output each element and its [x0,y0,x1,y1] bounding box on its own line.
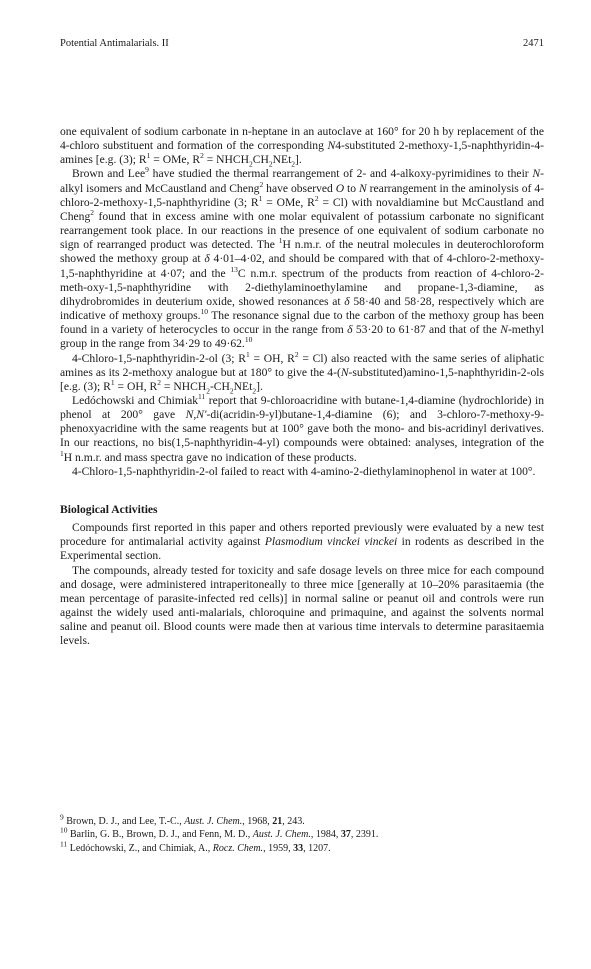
footnotes [60,812,544,855]
paragraph-rearrangement: Brown and Lee$^9$ have studied the thermal rearrangement of 2- and 4-alkoxy-pyrimidines to their N-alkyl isomers and McCaustland and Cheng$^2$ have observed O to N rearrangement in the aminolysis of 4-chloro-2-methoxy-1,5-naphthyridine (3; $R^1$ = OMe, $R^2 = Cl$) with novaldiamine but McCaustland and Cheng$^2$ found that in excess amine with one molar equivalent of potassium carbonate no significant rearrangement took place. In our reactions in the presence of one equivalent of sodium carbonate no sign of rearranged product was detected. The $^1$H n.m.r. of the neutral molecules in deuterochloroform showed the methoxy group at δ 4·01–4·02, and should be compared with that of 4-chloro-2-methoxy-1,5-naphthyridine at 4·07; and the $^{13}$C n.m.r. spectrum of the products from reaction of 4-chloro-2-meth-oxy-1,5-naphthyridine with 2-diethylaminoethylamine and propane-1,3-diamine, as dihydrobromides in deuterium oxide, showed resonances at δ 58·40 and 58·28, respectively which are indicative of methoxy groups.$^{10}$ The resonance signal due to the carbon of the methoxy group has been found in a variety of heterocycles to occur in the range from δ 53·20 to 61·87 and that of the N-methyl group in the range from 34·29 to 49·62.10 [60,165,545,351]
article-body [60,125,544,648]
paragraph-continuation: one equivalent of sodium carbonate in n-heptane in an autoclave at 160° for 20 h by replacement of the 4-chloro substituent and formation of the corresponding N4-substituted 2-methoxy-1,5-naphthyridin-4-amines [e.g. (3); $R^1$ = OMe, $R^2$ = $NHCH_2CH_2NEt_2$]. [60,125,544,169]
running-title: Potential Antimalarials. II [60,38,169,49]
section-heading: Biological Activities [60,502,158,516]
footnote-10: $^{10}$ Barlin, G. B., Brown, D. J., and Fenn, M. D., Aust. J. Chem., 1984, 37, 2391. [60,826,379,841]
paragraph-testing: The compounds, already tested for toxicity and safe dosage levels on three mice for each compound and dosage, were administered intraperitoneally to three mice [generally at 10–20% parasitaemia (the mean percentage of parasite-infected red cells)] in normal saline or peanut oil and controls were run against the widely used anti-malarials, chloroquine and primaquine, and against the solvents normal saline and peanut oil. Blood counts were made then at various time intervals to determine parasitaemia levels. [60,563,544,648]
footnote-9: $^9$ Brown, D. J., and Lee, T.-C., Aust. J. Chem., 1968, 21, 243. [60,812,305,827]
paragraph-failed-reaction: 4-Chloro-1,5-naphthyridin-2-ol failed to react with 4-amino-2-diethylaminophenol in water at 100°. [72,464,536,478]
paragraph-naphthyridinol: 4-Chloro-1,5-naphthyridin-2-ol (3; $R^1$ = OH, $R^2 = Cl$) also reacted with the same series of aliphatic amines as its 2-methoxy analogue but at 180° to give the 4-(N-substituted)amino-1,5-naphthyridin-2-ols [e.g. (3); $R^1$ = OH, $R^2$ = $NHCH_2-CH_2NEt_2$]. [60,349,544,396]
footnote-11: $^{11}$ Ledóchowski, Z., and Chimiak, A., Rocz. Chem., 1959, 33, 1207. [60,839,331,854]
page-header [60,38,544,54]
paragraph-evaluation: Compounds first reported in this paper and others reported previously were evaluated by a new test procedure for antimalarial activity against Plasmodium vinckei vinckei in rodents as described in the Experimental section. [60,521,544,563]
paragraph-acridine: Ledóchowski and Chimiak$^{11}$ report that 9-chloroacridine with butane-1,4-diamine (hydrochloride) in phenol at 200° gave N,N'-di(acridin-9-yl)butane-1,4-diamine (6); and 3-chloro-7-methoxy-9-phenoxyacridine with the same reagents but at 100° gave both the mono- and bis-acridinyl derivatives. In our reactions, no bis(1,5-naphthyridin-4-yl) compounds were obtained: analyses, integration of the $^1$H n.m.r. and mass spectra gave no indication of these products. [60,392,544,464]
page-number: 2471 [523,38,544,49]
